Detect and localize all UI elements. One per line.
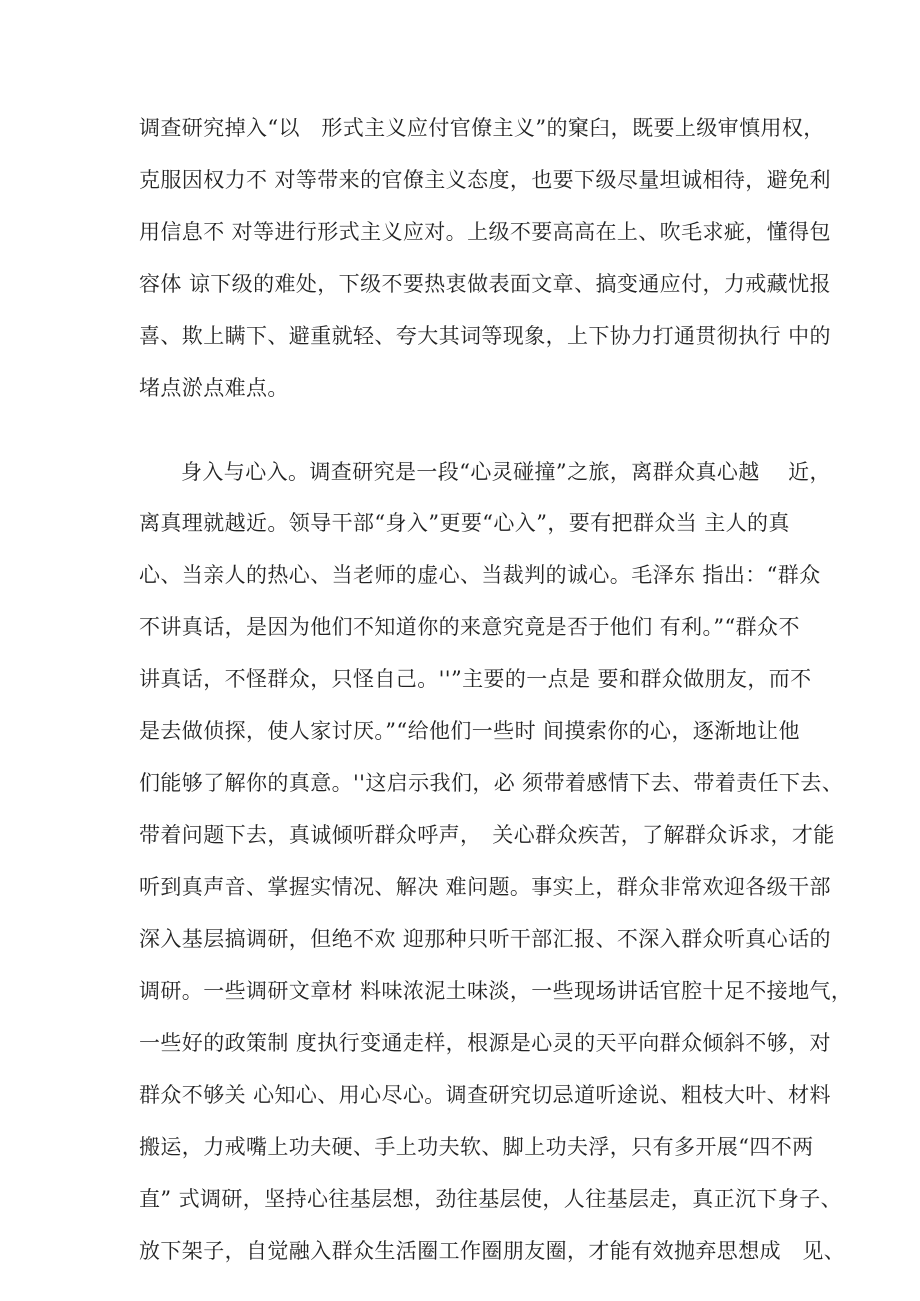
paragraph-line: 心、当亲人的热心、当老师的虚心、当裁判的诚心。毛泽东 指出：“群众 xyxy=(139,563,821,587)
paragraph-line: 堵点淤点难点。 xyxy=(139,376,289,400)
paragraph-line: 调查研究掉入“以 形式主义应付官僚主义”的窠臼，既要上级审慎用权， xyxy=(139,116,825,140)
paragraph-line: 直” 式调研，坚持心往基层想，劲往基层使，人往基层走，真正沉下身子、 xyxy=(139,1187,843,1211)
paragraph-line: 离真理就越近。领导干部“身入”更要“心入”，要有把群众当 主人的真 xyxy=(139,511,790,535)
paragraph-line: 用信息不 对等进行形式主义应对。上级不要高高在上、吹毛求疵，懂得包 xyxy=(139,220,831,244)
paragraph-line: 一些好的政策制 度执行变通走样，根源是心灵的天平向群众倾斜不够，对 xyxy=(139,1031,831,1055)
paragraph-line: 身入与心入。调查研究是一段“心灵碰撞”之旅，离群众真心越 近， xyxy=(181,460,831,484)
paragraph-line: 放下架子，自觉融入群众生活圈工作圈朋友圈，才能有效抛弃思想成 见、 xyxy=(139,1239,846,1263)
paragraph-line: 讲真话，不怪群众，只怪自己。''”主要的一点是 要和群众做朋友，而不 xyxy=(139,667,812,691)
paragraph-line: 们能够了解你的真意。''这启示我们，必 须带着感情下去、带着责任下去、 xyxy=(139,771,844,795)
paragraph-line: 群众不够关 心知心、用心尽心。调查研究切忌道听途说、粗枝大叶、材料 xyxy=(139,1083,831,1107)
paragraph-line: 容体 谅下级的难处，下级不要热衷做表面文章、搞变通应付，力戒藏忧报 xyxy=(139,272,831,296)
paragraph-line: 不讲真话，是因为他们不知道你的来意究竟是否于他们 有利。”“群众不 xyxy=(139,615,800,639)
paragraph-line: 克服因权力不 对等带来的官僚主义态度，也要下级尽量坦诚相待，避免利 xyxy=(139,168,831,192)
paragraph-line: 搬运，力戒嘴上功夫硬、手上功夫软、脚上功夫浮，只有多开展“四不两 xyxy=(139,1135,814,1159)
paragraph-line: 听到真声音、掌握实情况、解决 难问题。事实上，群众非常欢迎各级干部 xyxy=(139,875,831,899)
paragraph-line: 深入基层搞调研，但绝不欢 迎那种只听干部汇报、不深入群众听真心话的 xyxy=(139,927,831,951)
paragraph-line: 是去做侦探，使人家讨厌。”“给他们一些时 间摸索你的心，逐渐地让他 xyxy=(139,719,800,743)
paragraph-line: 调研。一些调研文章材 料味浓泥土味淡，一些现场讲话官腔十足不接地气， xyxy=(139,979,853,1003)
paragraph-line: 带着问题下去，真诚倾听群众呼声， 关心群众疾苦，了解群众诉求，才能 xyxy=(139,823,835,847)
paragraph-line: 喜、欺上瞒下、避重就轻、夸大其词等现象，上下协力打通贯彻执行 中的 xyxy=(139,324,831,348)
